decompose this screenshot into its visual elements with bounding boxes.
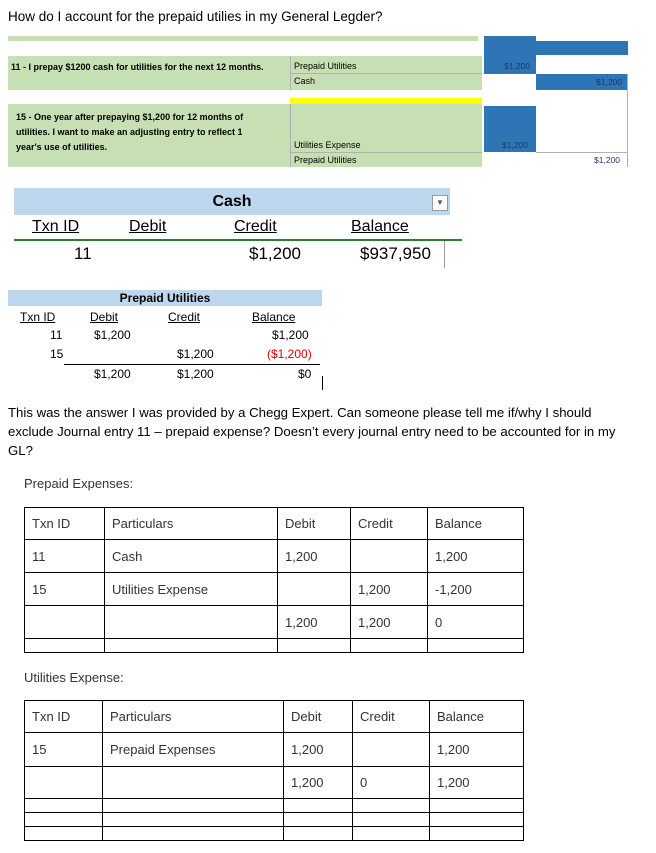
cropped-row-top bbox=[8, 36, 478, 41]
cell bbox=[25, 606, 105, 639]
pu-row2-txn: 15 bbox=[50, 347, 64, 361]
cell bbox=[25, 639, 105, 653]
cell: Cash bbox=[105, 540, 278, 573]
cell bbox=[105, 606, 278, 639]
pu-header-txn-id: Txn ID bbox=[20, 310, 56, 324]
row-15-description: 15 - One year after prepaying $1,200 for 12 months of utilities. I want to make an adjusting entry to reflect 1 year's use of utilities. bbox=[16, 112, 244, 152]
cell: Prepaid Expenses bbox=[103, 733, 284, 767]
table-row bbox=[25, 733, 524, 767]
cell: 1,200 bbox=[278, 606, 351, 639]
row-11-account-credit: Cash bbox=[294, 76, 316, 86]
cell: 1,200 bbox=[428, 540, 524, 573]
question-title: How do I account for the prepaid utilies in my General Legder? bbox=[8, 9, 383, 24]
header-balance: Balance bbox=[430, 701, 524, 733]
cell bbox=[353, 799, 430, 813]
cell: 15 bbox=[25, 733, 103, 767]
header-particulars: Particulars bbox=[103, 701, 284, 733]
pu-row1-balance: $1,200 bbox=[272, 328, 309, 342]
header-txn-id: Txn ID bbox=[25, 508, 105, 540]
pu-header-debit: Debit bbox=[90, 310, 119, 324]
cell: 1,200 bbox=[351, 606, 428, 639]
cash-credit: $1,200 bbox=[249, 244, 301, 263]
cash-header-debit: Debit bbox=[129, 218, 167, 235]
prepaid-utilities-t-account bbox=[8, 280, 328, 390]
cell bbox=[351, 540, 428, 573]
cell bbox=[430, 827, 524, 841]
pu-row1-debit: $1,200 bbox=[94, 328, 131, 342]
pu-total-rule bbox=[64, 364, 320, 365]
cell bbox=[103, 767, 284, 799]
row-11-credit-amount: $1,200 bbox=[596, 77, 622, 87]
table-row bbox=[25, 639, 524, 653]
cash-t-account bbox=[8, 186, 456, 269]
pu-total-balance: $0 bbox=[298, 367, 312, 381]
cell bbox=[105, 639, 278, 653]
cell: 0 bbox=[428, 606, 524, 639]
cell: 1,200 bbox=[430, 733, 524, 767]
row-15-credit-amount: $1,200 bbox=[594, 155, 620, 165]
table-row bbox=[25, 573, 524, 606]
cell bbox=[25, 767, 103, 799]
cash-title: Cash bbox=[212, 193, 252, 210]
cash-header-txn-id: Txn ID bbox=[32, 218, 80, 235]
header-credit: Credit bbox=[353, 701, 430, 733]
cell bbox=[353, 733, 430, 767]
cash-header-rule bbox=[14, 239, 462, 241]
cash-txn-id: 11 bbox=[74, 244, 92, 263]
table-row bbox=[25, 540, 524, 573]
cell: 0 bbox=[353, 767, 430, 799]
filter-dropdown-icon[interactable]: ▼ bbox=[432, 195, 448, 211]
question-paragraph: This was the answer I was provided by a Chegg Expert. Can someone please tell me if/why I should exclude Journal entry 11 – prepaid expense? Doesn’t every journal entry need to be accounted for in my GL? bbox=[8, 405, 616, 458]
pu-header-balance: Balance bbox=[252, 310, 296, 324]
cell: 11 bbox=[25, 540, 105, 573]
row-15-debit-amount: $1,200 bbox=[502, 140, 528, 150]
table-row bbox=[25, 827, 524, 841]
cell: 15 bbox=[25, 573, 105, 606]
header-particulars: Particulars bbox=[105, 508, 278, 540]
cell bbox=[278, 639, 351, 653]
cell bbox=[103, 827, 284, 841]
cell bbox=[284, 799, 353, 813]
cell bbox=[428, 639, 524, 653]
cell bbox=[25, 827, 103, 841]
table-header-row bbox=[25, 701, 524, 733]
cell: -1,200 bbox=[428, 573, 524, 606]
cell bbox=[351, 639, 428, 653]
cash-balance: $937,950 bbox=[360, 244, 431, 263]
row-11-debit-amount: $1,200 bbox=[504, 61, 530, 71]
row-11-account-debit: Prepaid Utilities bbox=[294, 61, 357, 71]
cell bbox=[353, 827, 430, 841]
cell bbox=[353, 813, 430, 827]
header-txn-id: Txn ID bbox=[25, 701, 103, 733]
table-row bbox=[25, 799, 524, 813]
utilities-expense-label: Utilities Expense: bbox=[24, 670, 124, 685]
cell: 1,200 bbox=[278, 540, 351, 573]
cash-header-balance: Balance bbox=[351, 218, 409, 235]
cash-header-credit: Credit bbox=[234, 218, 277, 235]
table-row bbox=[25, 606, 524, 639]
header-balance: Balance bbox=[428, 508, 524, 540]
prepaid-expenses-label: Prepaid Expenses: bbox=[24, 476, 134, 491]
journal-spreadsheet-snippet bbox=[8, 36, 628, 170]
cell bbox=[284, 827, 353, 841]
cell bbox=[278, 573, 351, 606]
header-credit: Credit bbox=[351, 508, 428, 540]
row-15-account-credit: Prepaid Utilities bbox=[294, 155, 357, 165]
pu-row2-balance: ($1,200) bbox=[267, 347, 312, 361]
cell: 1,200 bbox=[284, 767, 353, 799]
row-11-description: 11 - I prepay $1200 cash for utilities for the next 12 months. bbox=[11, 62, 264, 72]
cell bbox=[430, 813, 524, 827]
pu-total-credit: $1,200 bbox=[177, 367, 214, 381]
cash-header-band bbox=[14, 188, 450, 215]
header-debit: Debit bbox=[284, 701, 353, 733]
cell bbox=[284, 813, 353, 827]
cell bbox=[25, 813, 103, 827]
cell bbox=[430, 799, 524, 813]
prepaid-expenses-table bbox=[24, 507, 524, 653]
pu-total-debit: $1,200 bbox=[94, 367, 131, 381]
header-debit: Debit bbox=[278, 508, 351, 540]
cell bbox=[25, 799, 103, 813]
cell bbox=[103, 799, 284, 813]
table-row bbox=[25, 813, 524, 827]
pu-header-credit: Credit bbox=[168, 310, 201, 324]
pu-row1-txn: 11 bbox=[50, 328, 63, 342]
cell bbox=[103, 813, 284, 827]
cell: 1,200 bbox=[430, 767, 524, 799]
cropped-blue-right bbox=[536, 41, 628, 55]
row-15-account-debit: Utilities Expense bbox=[294, 140, 361, 150]
cell: 1,200 bbox=[284, 733, 353, 767]
cell: Utilities Expense bbox=[105, 573, 278, 606]
cell: 1,200 bbox=[351, 573, 428, 606]
pu-row2-credit: $1,200 bbox=[177, 347, 214, 361]
table-header-row bbox=[25, 508, 524, 540]
utilities-expense-table bbox=[24, 700, 524, 841]
pu-title: Prepaid Utilities bbox=[119, 291, 211, 305]
table-row bbox=[25, 767, 524, 799]
